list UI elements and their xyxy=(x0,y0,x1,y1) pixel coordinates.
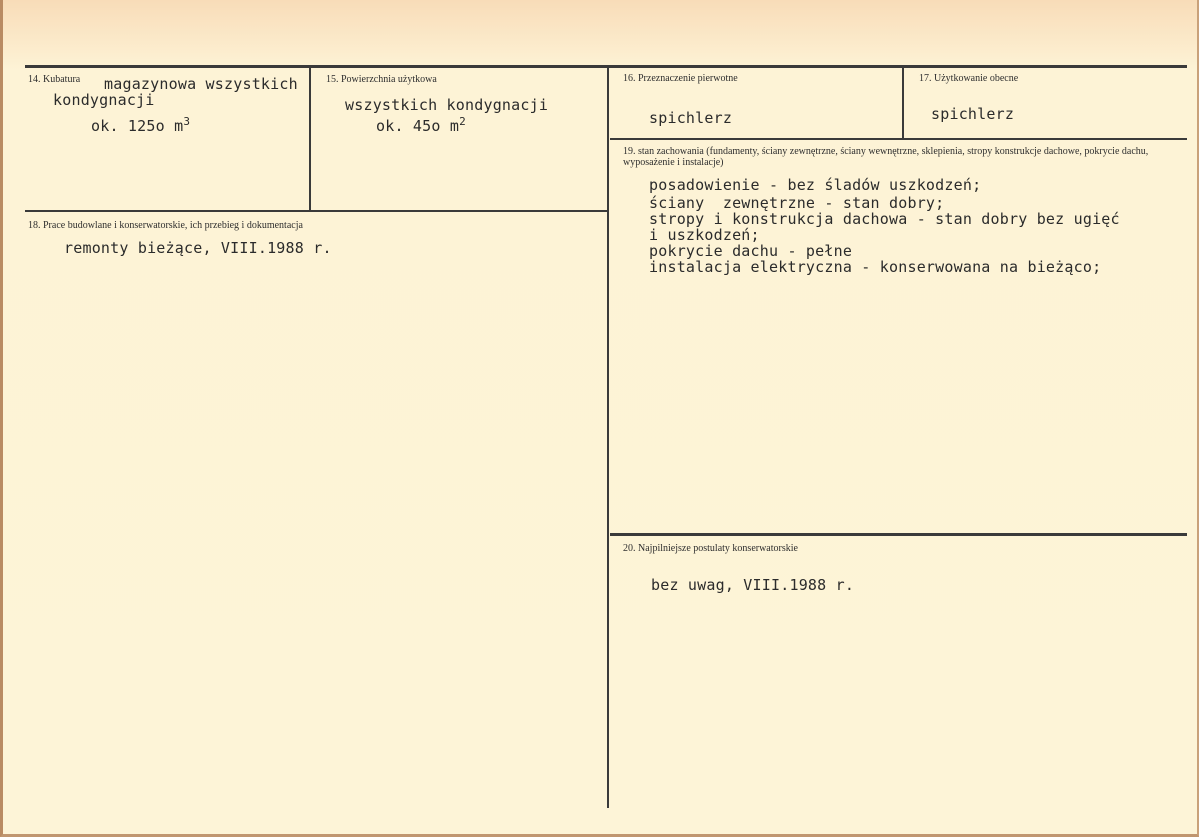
top-rule xyxy=(25,65,1187,68)
field-15-line1: wszystkich kondygnacji xyxy=(345,96,549,114)
field-16-value: spichlerz xyxy=(649,109,733,127)
rule-right-upper xyxy=(610,138,1187,140)
field-15-value: ok. 45o m xyxy=(376,117,460,135)
field-15-label: 15. Powierzchnia użytkowa xyxy=(326,74,437,85)
rule-right-lower xyxy=(610,533,1187,536)
field-14-line1: magazynowa wszystkich xyxy=(104,75,298,93)
field-17-label: 17. Użytkowanie obecne xyxy=(919,73,1019,84)
field-19-line-2: ściany zewnętrzne - stan dobry; xyxy=(649,194,945,212)
field-15-unit-exponent: 2 xyxy=(459,115,466,128)
field-19-line-1: posadowienie - bez śladów uszkodzeń; xyxy=(649,176,982,194)
field-20-label: 20. Najpilniejsze postulaty konserwatorskie xyxy=(623,543,798,554)
field-18-label: 18. Prace budowlane i konserwatorskie, ich przebieg i dokumentacja xyxy=(28,220,303,231)
field-14-unit-exponent: 3 xyxy=(183,115,191,128)
field-20-value: bez uwag, VIII.1988 r. xyxy=(651,576,855,594)
field-14-value: ok. 125o m xyxy=(91,117,184,135)
field-18-value: remonty bieżące, VIII.1988 r. xyxy=(64,239,332,257)
field-19-label: 19. stan zachowania (fundamenty, ściany zewnętrzne, ściany wewnętrzne, sklepienia, stropy konstrukcje dachowe, pokrycie dachu, wyposażenie i instalacje) xyxy=(623,146,1149,168)
field-19-line-6: instalacja elektryczna - konserwowana na bieżąco; xyxy=(649,258,1102,276)
field-16-label: 16. Przeznaczenie pierwotne xyxy=(623,73,738,84)
field-19-line-3: stropy i konstrukcja dachowa - stan dobry bez ugięć xyxy=(649,210,1120,228)
field-19-line-4: i uszkodzeń; xyxy=(649,226,760,244)
field-19-line-5: pokrycie dachu - pełne xyxy=(649,242,853,260)
field-15-line2 xyxy=(376,115,466,135)
field-14-label: 14. Kubatura xyxy=(28,74,81,85)
divider-14-15 xyxy=(309,66,311,210)
divider-center xyxy=(607,66,609,808)
field-14-line3 xyxy=(91,115,190,135)
divider-16-17 xyxy=(902,66,904,138)
rule-left-upper xyxy=(25,210,607,212)
field-17-value: spichlerz xyxy=(931,105,1015,123)
field-14-line2: kondygnacji xyxy=(53,91,155,109)
